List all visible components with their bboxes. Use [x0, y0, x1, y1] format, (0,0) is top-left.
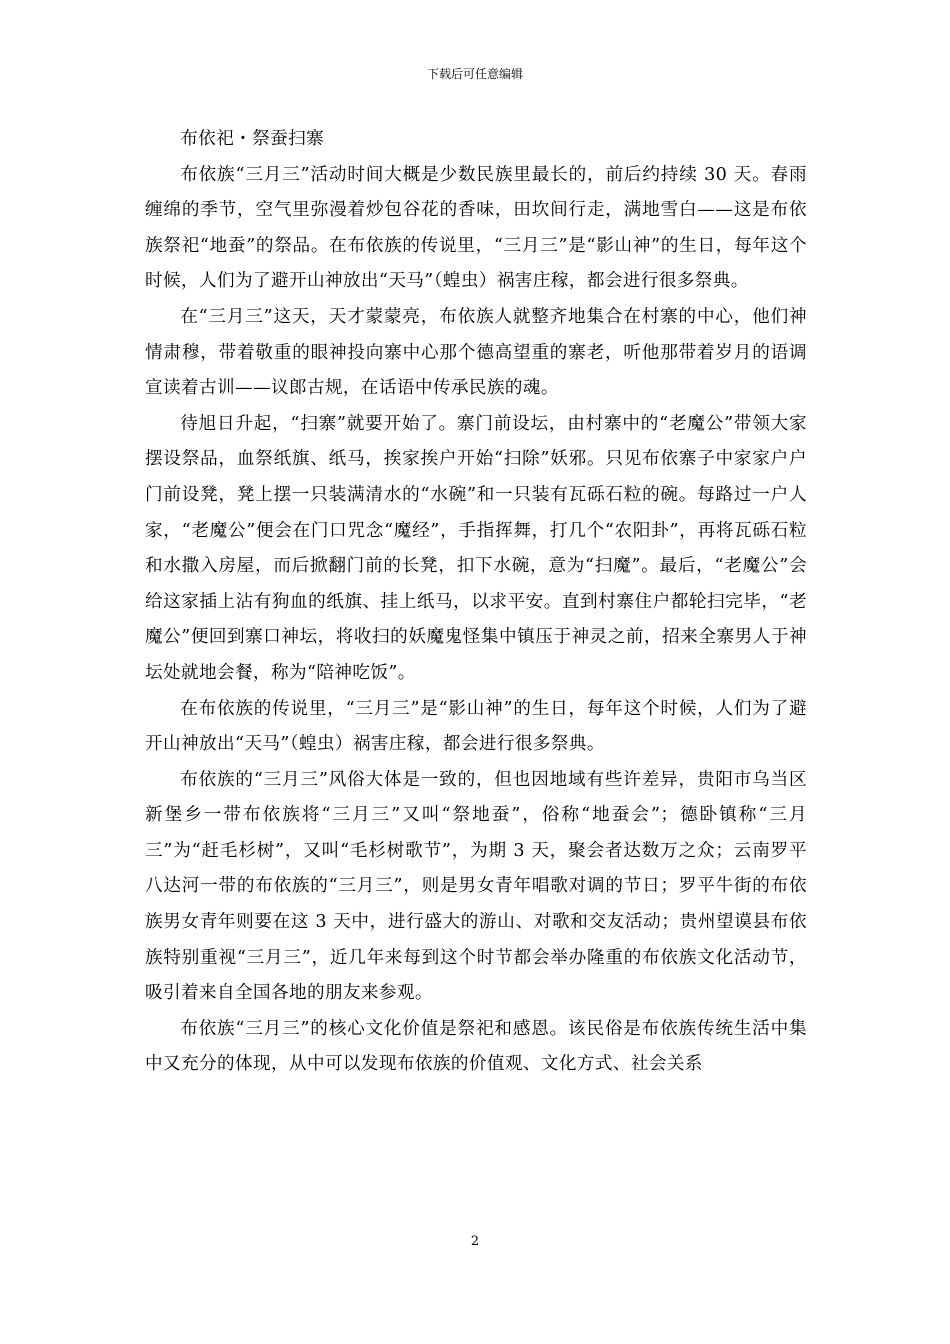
paragraph: 布依族“三月三”的核心文化价值是祭祀和感恩。该民俗是布依族传统生活中集中又充分的体现，从中可以发现布依族的价值观、文化方式、社会关系 — [145, 1018, 807, 1075]
section-heading: 布依祀・祭蚕扫寨 — [180, 129, 325, 149]
page-number: 2 — [470, 1234, 480, 1249]
paragraph: 布依族的“三月三”风俗大体是一致的，但也因地域有些许差异，贵阳市乌当区新堡乡一带布依族将“三月三”又叫“祭地蚕”，俗称“地蚕会”；德卧镇称“三月三”为“赶毛杉树”，又叫“毛杉树歌节”，为期 3 天，聚会者达数万之众；云南罗平八达河一带的布依族的“三月三”，则是男女青年唱歌对调的节日；罗平牛街的布依族男女青年则要在这 3 天中，进行盛大的游山、对歌和交友活动；贵州望谟县布依族特别重视“三月三”，近几年来每到这个时节都会举办隆重的布依族文化活动节，吸引着来自全国各地的朋友来参观。 — [145, 769, 807, 1004]
paragraph: 布依族“三月三”活动时间大概是少数民族里最长的，前后约持续 30 天。春雨缠绵的季节，空气里弥漫着炒包谷花的香味，田坎间行走，满地雪白——这是布依族祭祀“地蚕”的祭品。在布依族的传说里，“三月三”是“影山神”的生日，每年这个时候，人们为了避开山神放出“天马”（蝗虫）祸害庄稼，都会进行很多祭典。 — [145, 164, 807, 292]
document-body — [145, 122, 807, 1083]
paragraph: 待旭日升起，“扫寨”就要开始了。寨门前设坛，由村寨中的“老魔公”带领大家摆设祭品，血祭纸旗、纸马，挨家挨户开始“扫除”妖邪。只见布依寨子中家家户户门前设凳，凳上摆一只装满清水的“水碗”和一只装有瓦砾石粒的碗。每路过一户人家，“老魔公”便会在门口咒念“魔经”，手指挥舞，打几个“农阳卦”，再将瓦砾石粒和水撒入房屋，而后掀翻门前的长凳，扣下水碗，意为“扫魔”。最后，“老魔公”会给这家插上沾有狗血的纸旗、挂上纸马，以求平安。直到村寨住户都轮扫完毕，“老魔公”便回到寨口神坛，将收扫的妖魔鬼怪集中镇压于神灵之前，招来全寨男人于神坛处就地会餐，称为“陪神吃饭”。 — [145, 413, 807, 683]
paragraph: 在布依族的传说里，“三月三”是“影山神”的生日，每年这个时候，人们为了避开山神放出“天马”（蝗虫）祸害庄稼，都会进行很多祭典。 — [145, 698, 807, 755]
paragraph: 在“三月三”这天，天才蒙蒙亮，布依族人就整齐地集合在村寨的中心，他们神情肃穆，带着敬重的眼神投向寨中心那个德高望重的寨老，听他那带着岁月的语调宣读着古训——议郎古规，在话语中传承民族的魂。 — [145, 306, 807, 399]
page-header: 下载后可任意编辑 — [426, 67, 523, 81]
